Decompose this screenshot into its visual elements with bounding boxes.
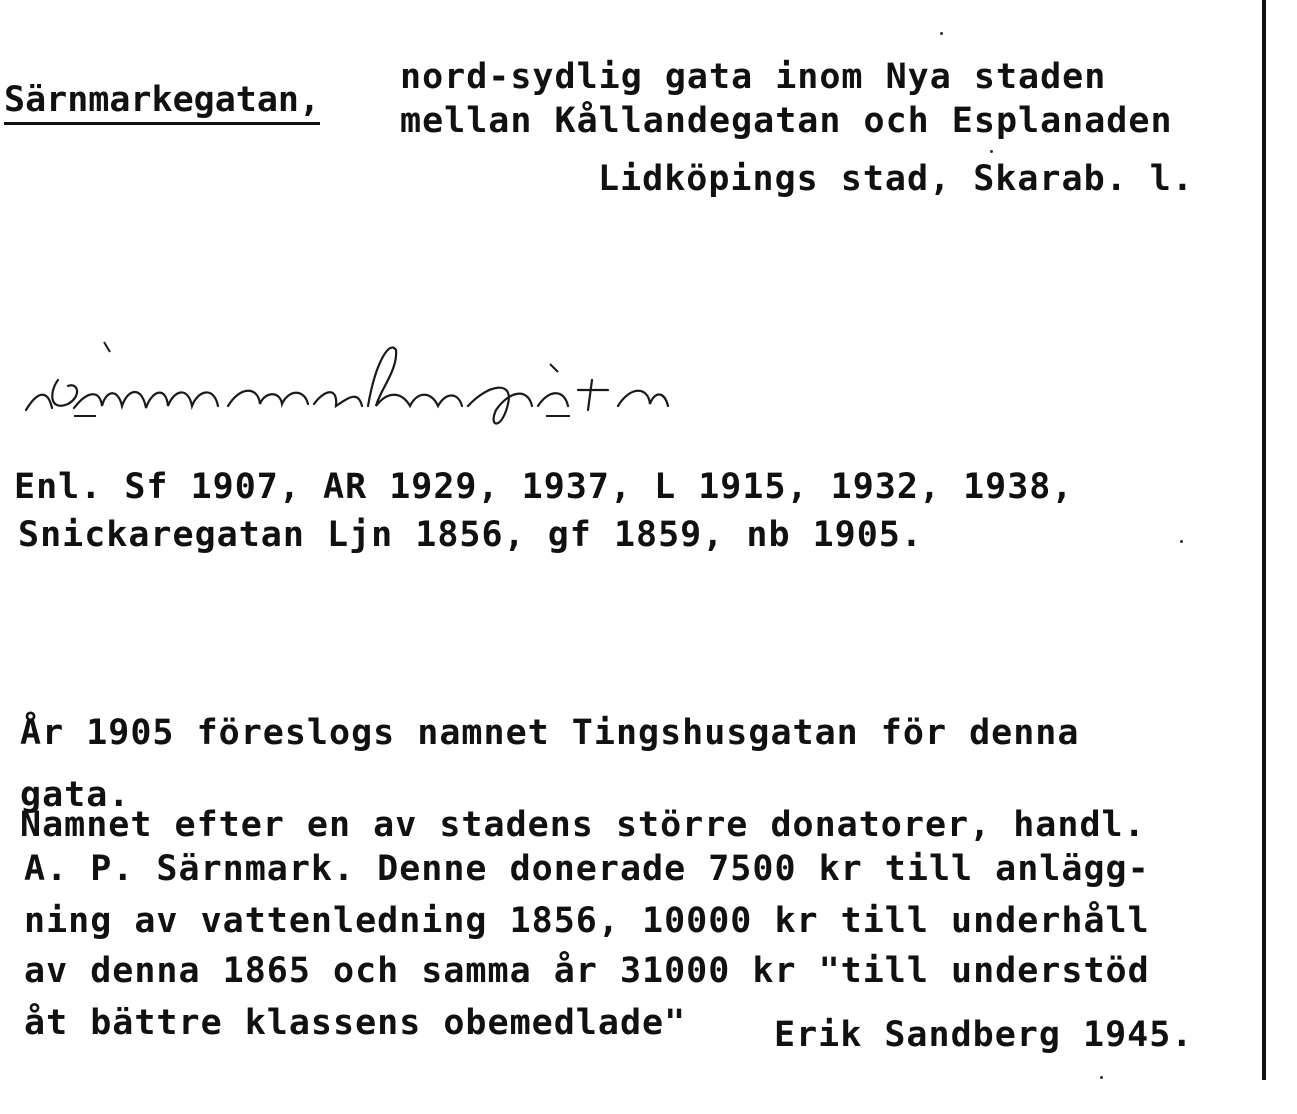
description-line-2: mellan Kållandegatan och Esplanaden <box>400 101 1173 141</box>
sources-line-2: Snickaregatan Ljn 1856, gf 1859, nb 1905. <box>18 515 923 555</box>
speck <box>940 32 943 35</box>
speck <box>990 150 993 153</box>
note-line-1: År 1905 föreslogs namnet Tingshusgatan för denna <box>20 713 1080 753</box>
note-line-5: ning av vattenledning 1856, 10000 kr till underhåll <box>24 901 1150 941</box>
sources-line-1: Enl. Sf 1907, AR 1929, 1937, L 1915, 1932, 1938, <box>14 467 1074 507</box>
handwritten-pronunciation <box>18 320 758 430</box>
note-line-4: A. P. Särnmark. Denne donerade 7500 kr till anlägg- <box>24 849 1150 889</box>
headword: Särnmarkegatan, <box>4 80 320 125</box>
note-line-7: åt bättre klassens obemedlade" <box>24 1003 687 1043</box>
note-line-3: Namnet efter en av stadens större donatorer, handl. <box>20 805 1146 845</box>
speck <box>1180 540 1183 543</box>
speck <box>1100 1076 1103 1079</box>
description-line-3: Lidköpings stad, Skarab. l. <box>598 159 1194 199</box>
description-line-1: nord-sydlig gata inom Nya staden <box>400 57 1107 97</box>
note-line-2: gata. <box>20 775 131 815</box>
signature: Erik Sandberg 1945. <box>774 1015 1194 1055</box>
card-right-border <box>1262 0 1266 1080</box>
note-line-6: av denna 1865 och samma år 31000 kr "till understöd <box>24 951 1150 991</box>
